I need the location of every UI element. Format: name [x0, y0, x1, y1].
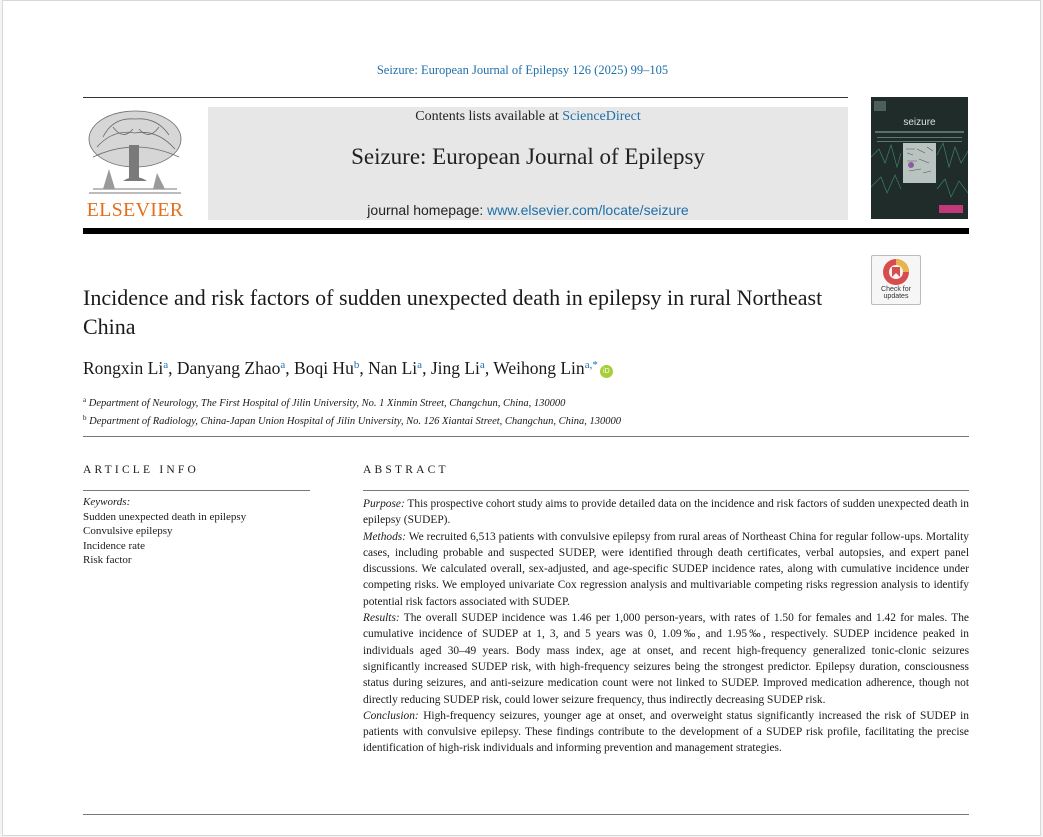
contents-prefix: Contents lists available at: [415, 109, 563, 124]
journal-header-box: [208, 107, 848, 220]
author-affiliation-mark[interactable]: a: [280, 359, 286, 371]
badge-line-2: updates: [883, 293, 909, 300]
paper-page: [2, 0, 1041, 836]
abstract-section-label: Methods:: [363, 530, 407, 543]
homepage-prefix: journal homepage:: [367, 202, 488, 218]
abstract-section-label: Purpose:: [363, 498, 405, 510]
author-list: Rongxin Li$^a$, Danyang Zhao$^a$, Boqi Hu$^b$, Nan Li$^a$, Jing Li$^a$, Weihong Lin$^{a,*}$iD: [83, 358, 883, 379]
abstract-section-label: Conclusion:: [363, 709, 419, 722]
abstract-section-text: The overall SUDEP incidence was 1.46 per 1,000 person-years, with rates of 1.50 for females and 1.42 for males. The cumulative incidence of SUDEP at 1, 3, and 5 years was 0, 1.09‰, and 1.95‰, respectively. SUDEP incidence peaked in individuals aged 30–49 years. Body mass index, age at onset, and recent high-frequency generalized tonic-clonic seizures significantly increased SUDEP risk, with high-frequency seizures being the strongest predictor. Epilepsy duration, consciousness status during seizures, and anti-seizure medication count were not linked to SUDEP. Improved medication adherence, though not directly reducing SUDEP risk, could lower seizure frequency, thus indirectly decreasing SUDEP risk.: [363, 612, 969, 706]
journal-name: Seizure: European Journal of Epilepsy: [351, 144, 705, 169]
abstract-rule: [363, 490, 969, 491]
affiliation-mark: a: [83, 396, 87, 404]
keywords-block: [83, 495, 313, 568]
author-name[interactable]: Boqi Hu: [294, 358, 354, 378]
abstract-body: [363, 496, 969, 757]
author-name[interactable]: Weihong Lin: [493, 358, 585, 378]
author-name[interactable]: Nan Li: [368, 358, 418, 378]
author-affiliation-mark[interactable]: b: [353, 359, 360, 371]
orcid-icon[interactable]: iD: [600, 365, 613, 378]
keyword-item[interactable]: Sudden unexpected death in epilepsy: [83, 510, 247, 523]
journal-cover-image[interactable]: [871, 97, 968, 219]
author-affiliation-mark[interactable]: a: [479, 359, 485, 371]
abstract-section-text: High-frequency seizures, younger age at onset, and overweight status significantly increased the risk of SUDEP in patients with convulsive epilepsy. These findings contribute to the development of a SUDEP risk profile, facilitating the precise identification of high-risk individuals and informing prevention and management strategies.: [363, 709, 969, 755]
author-name[interactable]: Jing Li: [430, 358, 480, 378]
keywords-label: Keywords:: [83, 496, 131, 508]
abstract-purpose: [363, 496, 969, 529]
author-affiliation-mark[interactable]: a,*: [584, 359, 598, 371]
affiliation-list: [83, 393, 963, 429]
cover-title: seizure: [903, 117, 936, 128]
author-name[interactable]: Rongxin Li: [83, 358, 164, 378]
affiliation-item: [83, 411, 963, 429]
contents-available-line: [208, 109, 848, 125]
abstract-heading: ABSTRACT: [363, 464, 449, 476]
sciencedirect-link[interactable]: ScienceDirect: [562, 109, 641, 124]
article-info-heading: ARTICLE INFO: [83, 464, 199, 476]
abstract-section-text: We recruited 6,513 patients with convulsive epilepsy from rural areas of Northeast China for regular follow-ups. Mortality cases, including probable and suspected SUDEP, were identified through death certificates, verbal autopsies, and expert panel discussions. We calculated overall, sex-adjusted, and age-specific SUDEP incidence rates, along with cumulative incidence under competing risks. We employed univariate Cox regression analysis and multivariable competing risks regression analysis to identify potential risk factors associated with SUDEP.: [363, 530, 969, 608]
affiliation-text: Department of Radiology, China-Japan Union Hospital of Jilin University, No. 126 Xiantai Street, Changchun, China, 130000: [89, 416, 621, 427]
bottom-divider: [83, 814, 969, 815]
keyword-item[interactable]: Incidence rate: [83, 539, 145, 552]
header-top-rule: [83, 97, 848, 98]
badge-line-1: Check for: [881, 286, 911, 293]
article-title: Incidence and risk factors of sudden unexpected death in epilepsy in rural Northeast China: [83, 285, 823, 339]
journal-homepage-link[interactable]: www.elsevier.com/locate/seizure: [487, 202, 689, 218]
abstract-results: [363, 610, 969, 708]
author-name[interactable]: Danyang Zhao: [176, 358, 281, 378]
article-info-rule: [83, 490, 310, 491]
author-affiliation-mark[interactable]: a: [163, 359, 169, 371]
journal-citation-link[interactable]: Seizure: European Journal of Epilepsy 126 (2025) 99–105: [376, 63, 669, 77]
journal-homepage-line: [208, 202, 848, 218]
keyword-item[interactable]: Risk factor: [83, 554, 132, 566]
affiliation-item: [83, 393, 963, 411]
affiliation-mark: b: [83, 414, 87, 422]
abstract-section-label: Results:: [363, 612, 400, 625]
header-thick-rule: [83, 228, 969, 234]
section-divider: [83, 436, 969, 437]
abstract-section-text: This prospective cohort study aims to provide detailed data on the incidence and risk factors of sudden unexpected death in epilepsy (SUDEP).: [363, 498, 969, 527]
abstract-conclusion: [363, 708, 969, 757]
elsevier-wordmark[interactable]: ELSEVIER: [86, 199, 184, 221]
keyword-item[interactable]: Convulsive epilepsy: [83, 525, 173, 537]
abstract-methods: [363, 529, 969, 610]
affiliation-text: Department of Neurology, The First Hospital of Jilin University, No. 1 Xinmin Street, Changchun, China, 130000: [88, 398, 566, 409]
check-for-updates-label: [872, 286, 920, 300]
author-affiliation-mark[interactable]: a: [417, 359, 423, 371]
check-for-updates-button[interactable]: [871, 255, 921, 305]
